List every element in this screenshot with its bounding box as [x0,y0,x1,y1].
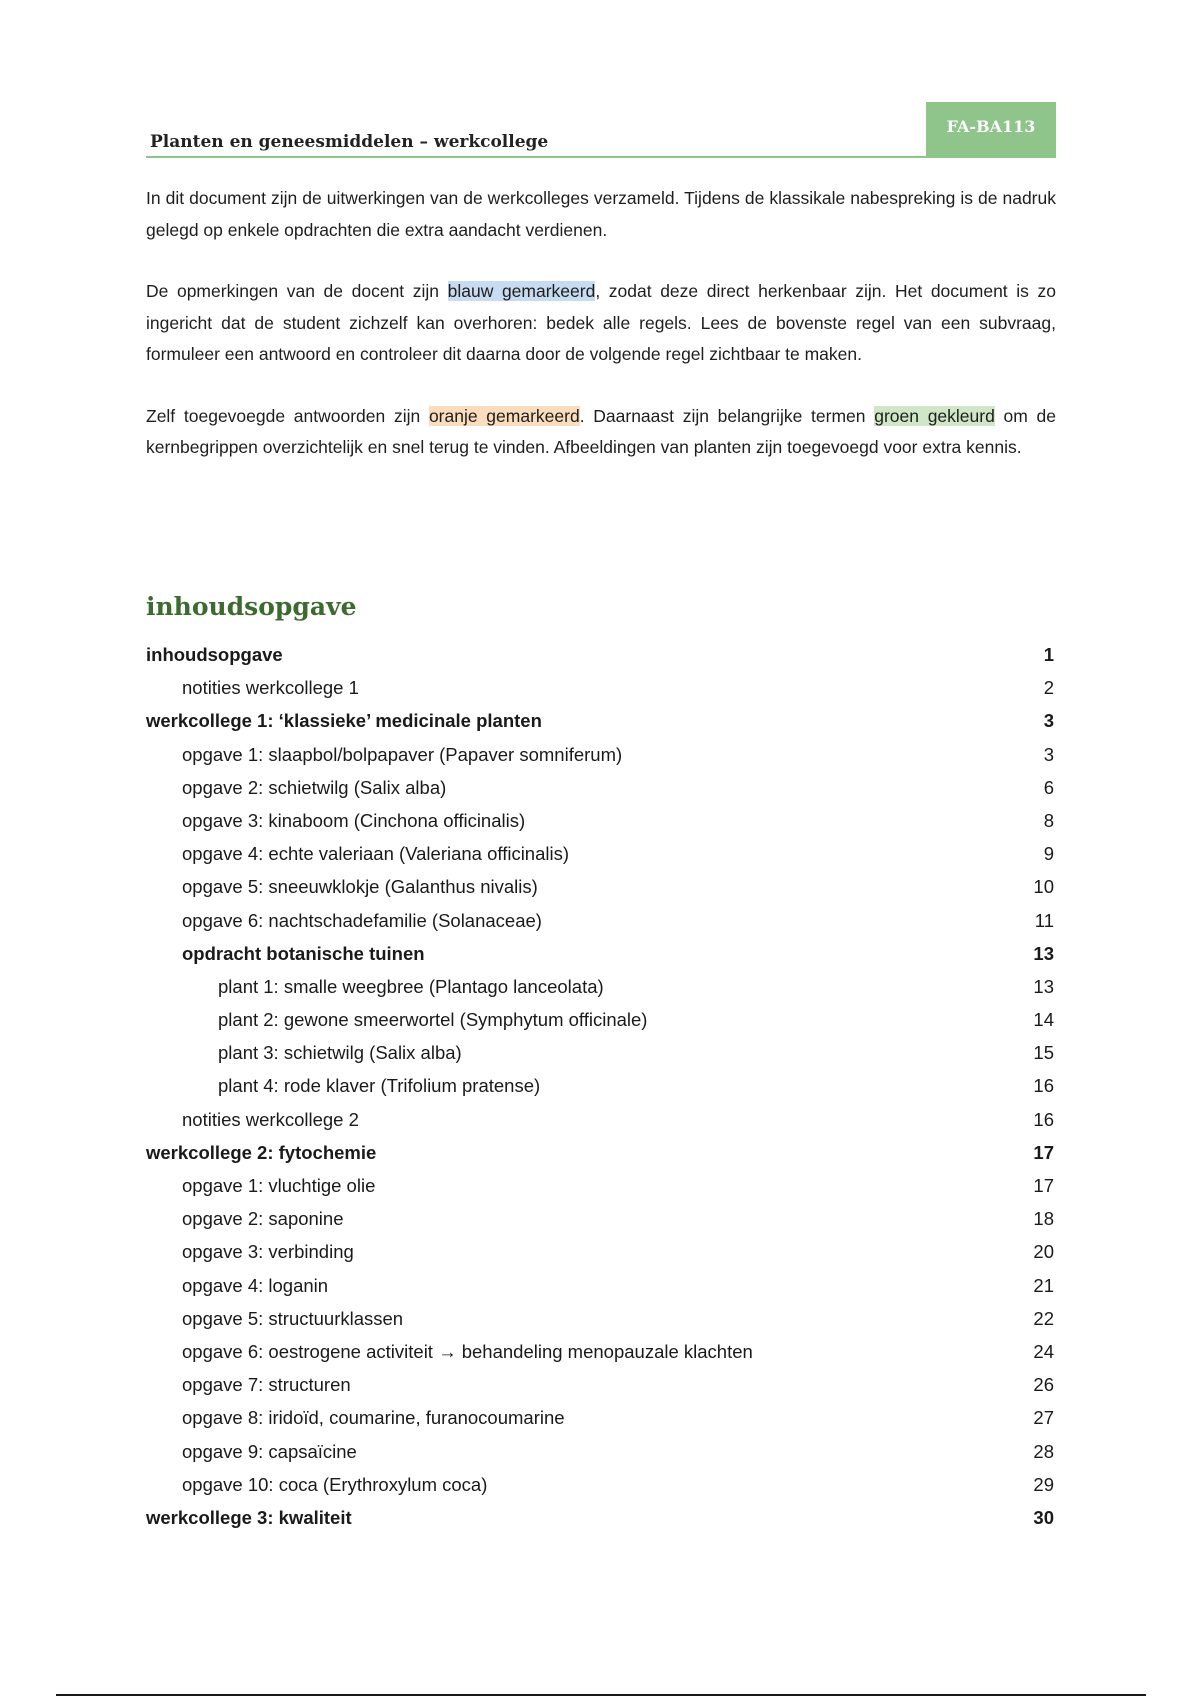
toc-entry-page: 2 [1043,677,1054,699]
intro-p2-text-start: De opmerkingen van de docent zijn [146,281,448,301]
toc-heading: inhoudsopgave [146,592,357,621]
toc-entry[interactable] [146,1302,1056,1335]
toc-entry-label: opgave 6: oestrogene activiteit → behandeling menopauzale klachten [182,1340,753,1362]
intro-p3-text-end: om de kernbegrippen overzichtelijk en snel terug te vinden. Afbeeldingen van planten zijn toegevoegd voor extra kennis. [146,405,1057,457]
toc-entry-label: opgave 3: kinaboom (Cinchona officinalis) [182,809,526,831]
toc-entry-label: opgave 2: saponine [182,1208,344,1230]
toc-entry-page: 26 [1033,1374,1054,1396]
toc-entry-label: opdracht botanische tuinen [182,942,425,964]
toc-entry-label: opgave 9: capsaïcine [182,1440,357,1462]
toc-entry-label: opgave 8: iridoïd, coumarine, furanocoumarine [182,1407,565,1429]
table-of-contents [146,638,1056,1534]
toc-entry[interactable] [146,1103,1056,1136]
toc-entry-page: 9 [1043,843,1054,865]
toc-entry-page: 18 [1033,1208,1054,1230]
toc-entry-page: 16 [1033,1075,1054,1097]
toc-entry[interactable] [146,1235,1056,1268]
toc-entry-label: opgave 1: slaapbol/bolpapaver (Papaver somniferum) [182,743,623,765]
toc-entry-label: opgave 7: structuren [182,1374,351,1396]
toc-entry-label: werkcollege 1: ‘klassieke’ medicinale planten [146,710,542,732]
toc-entry[interactable] [146,771,1056,804]
toc-entry[interactable] [146,1202,1056,1235]
toc-entry-page: 28 [1033,1440,1054,1462]
intro-paragraph-1: In dit document zijn de uitwerkingen van de werkcolleges verzameld. Tijdens de klassikale nabespreking is de nadruk gelegd op enkele opdrachten die extra aandacht verdienen. [146,188,1056,240]
toc-entry-label: opgave 2: schietwilg (Salix alba) [182,776,447,798]
header-title: Planten en geneesmiddelen – werkcollege [150,132,549,152]
intro-paragraph-2 [146,276,1056,371]
intro-paragraph-3 [146,401,1056,464]
toc-entry-page: 27 [1033,1407,1054,1429]
toc-entry-label: opgave 10: coca (Erythroxylum coca) [182,1473,488,1495]
toc-entry-label: werkcollege 3: kwaliteit [146,1506,352,1528]
toc-entry-label: plant 2: gewone smeerwortel (Symphytum officinale) [218,1009,648,1031]
toc-entry-page: 30 [1033,1506,1054,1528]
toc-entry-label: opgave 6: nachtschadefamilie (Solanaceae) [182,909,542,931]
toc-entry-page: 11 [1034,909,1054,931]
toc-entry[interactable] [146,1401,1056,1434]
toc-entry-label: opgave 3: verbinding [182,1241,354,1263]
toc-entry-label: plant 4: rode klaver (Trifolium pratense) [218,1075,541,1097]
green-highlight: groen gekleurd [874,405,995,426]
toc-entry-label: opgave 4: loganin [182,1274,329,1296]
footer-divider [56,1694,1146,1696]
toc-entry-page: 8 [1043,809,1054,831]
blue-highlight: blauw gemarkeerd [447,281,596,301]
toc-entry-label: opgave 1: vluchtige olie [182,1175,376,1196]
toc-entry[interactable] [146,1335,1056,1368]
toc-entry-page: 17 [1033,1141,1054,1163]
toc-entry[interactable] [146,738,1056,771]
toc-entry-label: notities werkcollege 1 [182,677,359,699]
toc-entry[interactable] [146,1468,1056,1501]
course-code-badge: FA-BA113 [926,102,1056,156]
intro-p3-text-start: Zelf toegevoegde antwoorden zijn [146,405,429,426]
toc-entry[interactable] [146,837,1056,870]
toc-entry-page: 16 [1033,1108,1054,1130]
toc-entry-label: inhoudsopgave [146,644,283,665]
toc-entry-page: 14 [1033,1009,1054,1031]
toc-entry[interactable] [146,1169,1056,1202]
toc-entry[interactable] [146,970,1056,1003]
toc-entry-page: 13 [1033,942,1054,964]
toc-entry[interactable] [146,1036,1056,1069]
toc-entry-page: 15 [1033,1042,1054,1064]
intro-p3-text-middle: . Daarnaast zijn belangrijke termen [579,405,875,426]
toc-entry-page: 6 [1043,776,1054,798]
toc-entry[interactable] [146,870,1056,903]
toc-entry[interactable] [146,671,1056,704]
toc-entry[interactable] [146,904,1056,937]
toc-entry-label: notities werkcollege 2 [182,1108,359,1130]
toc-entry-page: 3 [1043,710,1054,732]
toc-entry[interactable] [146,1003,1056,1036]
toc-entry[interactable] [146,1069,1056,1102]
toc-entry-page: 21 [1033,1274,1054,1296]
toc-entry-page: 1 [1043,644,1054,665]
toc-entry-label: opgave 5: structuurklassen [182,1307,404,1329]
toc-entry[interactable] [146,1435,1056,1468]
intro-p2-text-end: , zodat deze direct herkenbaar zijn. Het document is zo ingericht dat de student zichzelf kan overhoren: bedek alle regels. Lees de bovenste regel van een subvraag, formuleer een antwoord en controleer dit daarna door de volgende regel zichtbaar te maken. [146,281,1056,364]
toc-entry[interactable] [146,937,1056,970]
toc-entry-page: 17 [1033,1175,1054,1196]
toc-entry-page: 29 [1033,1473,1054,1495]
toc-entry-page: 13 [1033,975,1054,997]
toc-entry[interactable] [146,638,1056,671]
toc-entry-page: 20 [1033,1241,1054,1263]
toc-entry[interactable] [146,1368,1056,1401]
toc-entry-label: opgave 5: sneeuwklokje (Galanthus nivalis) [182,876,538,898]
toc-entry-label: plant 3: schietwilg (Salix alba) [218,1042,462,1064]
toc-entry[interactable] [146,1136,1056,1169]
toc-entry[interactable] [146,704,1056,737]
orange-highlight: oranje gemarkeerd [428,405,580,426]
toc-entry[interactable] [146,804,1056,837]
toc-entry-page: 22 [1033,1307,1054,1329]
toc-entry-page: 24 [1033,1340,1054,1362]
toc-entry-label: plant 1: smalle weegbree (Plantago lanceolata) [218,975,604,997]
page-header [146,100,1056,158]
toc-entry-label: opgave 4: echte valeriaan (Valeriana officinalis) [182,843,570,865]
toc-entry[interactable] [146,1501,1056,1534]
toc-entry-label: werkcollege 2: fytochemie [146,1141,377,1163]
toc-entry[interactable] [146,1269,1056,1302]
toc-entry-page: 3 [1043,743,1054,765]
toc-entry-page: 10 [1033,876,1054,898]
intro-text [146,183,1056,494]
